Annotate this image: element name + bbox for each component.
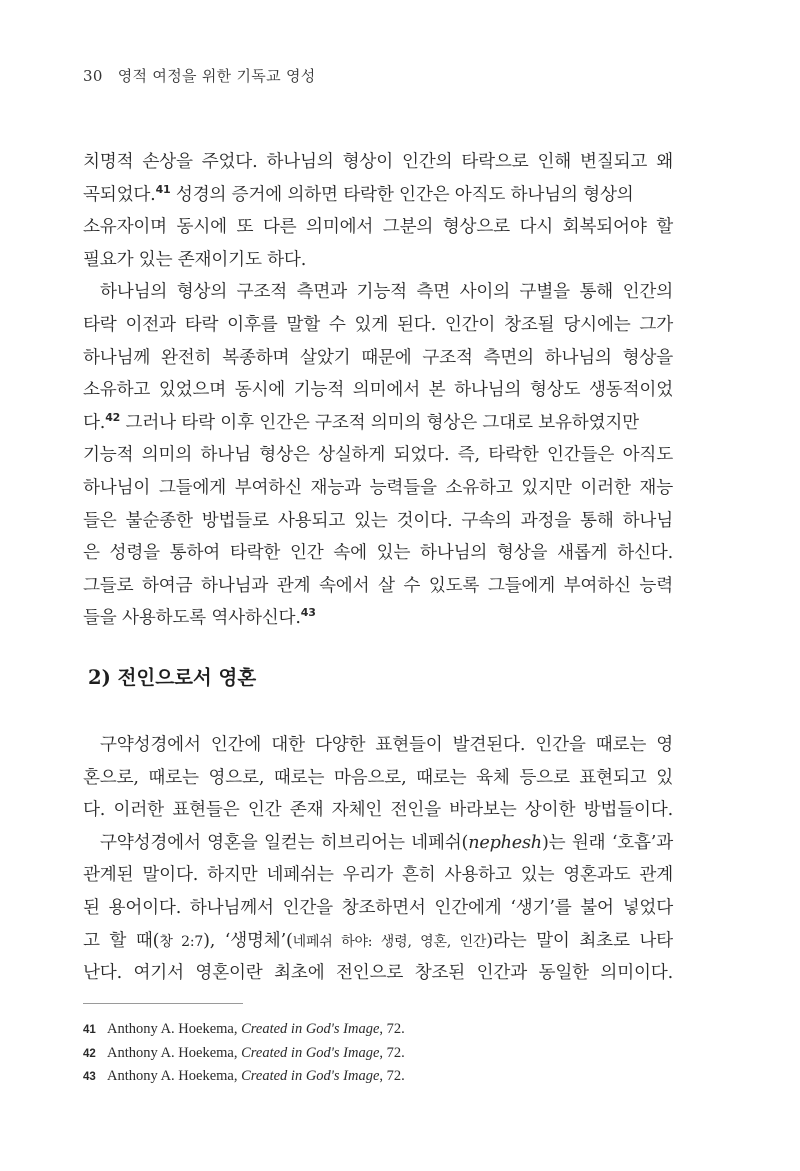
footnote-number: 42 <box>83 1047 96 1060</box>
text-line: 필요가 있는 존재이기도 하다. <box>83 249 307 270</box>
footnote-divider <box>83 1003 243 1004</box>
text-line: 타락 이전과 타락 이후를 말할 수 있게 된다. 인간이 창조될 당시에는 그가 <box>83 314 673 335</box>
text-line: 하나님이 그들에게 부여하신 재능과 능력들을 소유하고 있지만 이러한 재능 <box>83 477 673 498</box>
text-line: 들은 불순종한 방법들로 사용되고 있는 것이다. 구속의 과정을 통해 하나님 <box>83 510 673 531</box>
footnotes <box>83 1018 405 1089</box>
text-line: 기능적 의미의 하나님 형상은 상실하게 되었다. 즉, 타락한 인간들은 아직도 <box>83 445 673 466</box>
footnote-42: 42 Anthony A. Hoekema, Created in God's Image, 72. <box>83 1042 405 1066</box>
gloss: 네페쉬 하야: 생령, 영혼, 인간 <box>292 933 487 950</box>
text-line: 난다. 여기서 영혼이란 최초에 전인으로 창조된 인간과 동일한 의미이다. <box>83 963 673 984</box>
footnote-ref-41[interactable]: 41 <box>155 182 171 196</box>
scripture-reference: 창 2:7 <box>159 933 204 950</box>
text-line: 소유하고 있었으며 동시에 기능적 의미에서 본 하나님의 형상도 생동적이었 <box>83 380 673 401</box>
text-line: 된 용어이다. 하나님께서 인간을 창조하면서 인간에게 ‘생기’를 불어 넣었다 <box>83 897 673 918</box>
text-line: 치명적 손상을 주었다. 하나님의 형상이 인간의 타락으로 인해 변질되고 왜 <box>83 152 673 172</box>
section-heading: 2) 전인으로서 영혼 <box>88 666 257 689</box>
text-line: 혼으로, 때로는 영으로, 때로는 마음으로, 때로는 육체 등으로 표현되고 있 <box>83 767 673 788</box>
page-number: 30 <box>83 67 103 85</box>
section-2-body <box>83 729 673 990</box>
text-line: 그들로 하여금 하나님과 관계 속에서 살 수 있도록 그들에게 부여하신 능력 <box>83 575 673 596</box>
footnote-number: 43 <box>83 1071 96 1083</box>
text-line: 은 성령을 통하여 타락한 인간 속에 있는 하나님의 형상을 새롭게 하신다. <box>83 543 673 564</box>
text-line: 구약성경에서 영혼을 일컫는 히브리어는 네페쉬(nephesh)는 원래 ‘호흡’과 <box>100 832 673 853</box>
footnote-41: 41 Anthony A. Hoekema, Created in God's Image, 72. <box>83 1018 405 1042</box>
text-line: 곡되었다.$^{41}$ 성경의 증거에 의하면 타락한 인간은 아직도 하나님의 형상의 <box>83 182 634 205</box>
footnote-number: 41 <box>83 1024 96 1036</box>
transliteration: nephesh <box>468 832 542 853</box>
running-header <box>83 65 316 86</box>
text-line: 구약성경에서 인간에 대한 다양한 표현들이 발견된다. 인간을 때로는 영 <box>100 735 673 755</box>
book-title: 영적 여정을 위한 기독교 영성 <box>117 67 316 85</box>
text-line: 소유자이며 동시에 또 다른 의미에서 그분의 형상으로 다시 회복되어야 할 <box>83 217 673 238</box>
text-line: 고 할 때(창 2:7), ‘생명체’(네페쉬 하야: 생령, 영혼, 인간)라는 말이 최초로 나타 <box>83 930 673 951</box>
footnote-ref-43[interactable]: 43 <box>300 606 316 620</box>
footnote-43: 43 Anthony A. Hoekema, Created in God's Image, 72. <box>83 1065 405 1089</box>
text-line: 다.$^{42}$ 그러나 타락 이후 인간은 구조적 의미의 형상은 그대로 보유하였지만 <box>83 410 639 433</box>
section-1-body <box>83 146 673 635</box>
footnote-ref-42[interactable]: 42 <box>105 410 121 424</box>
text-line: 하나님의 형상의 구조적 측면과 기능적 측면 사이의 구별을 통해 인간의 <box>100 282 673 303</box>
text-line: 다. 이러한 표현들은 인간 존재 자체인 전인을 바라보는 상이한 방법들이다. <box>83 800 673 821</box>
text-line: 들을 사용하도록 역사하신다.$^{43}$ <box>83 606 316 629</box>
text-line: 관계된 말이다. 하지만 네페쉬는 우리가 흔히 사용하고 있는 영혼과도 관계 <box>83 865 673 886</box>
text-line: 하나님께 완전히 복종하며 살았기 때문에 구조적 측면의 하나님의 형상을 <box>83 347 673 368</box>
